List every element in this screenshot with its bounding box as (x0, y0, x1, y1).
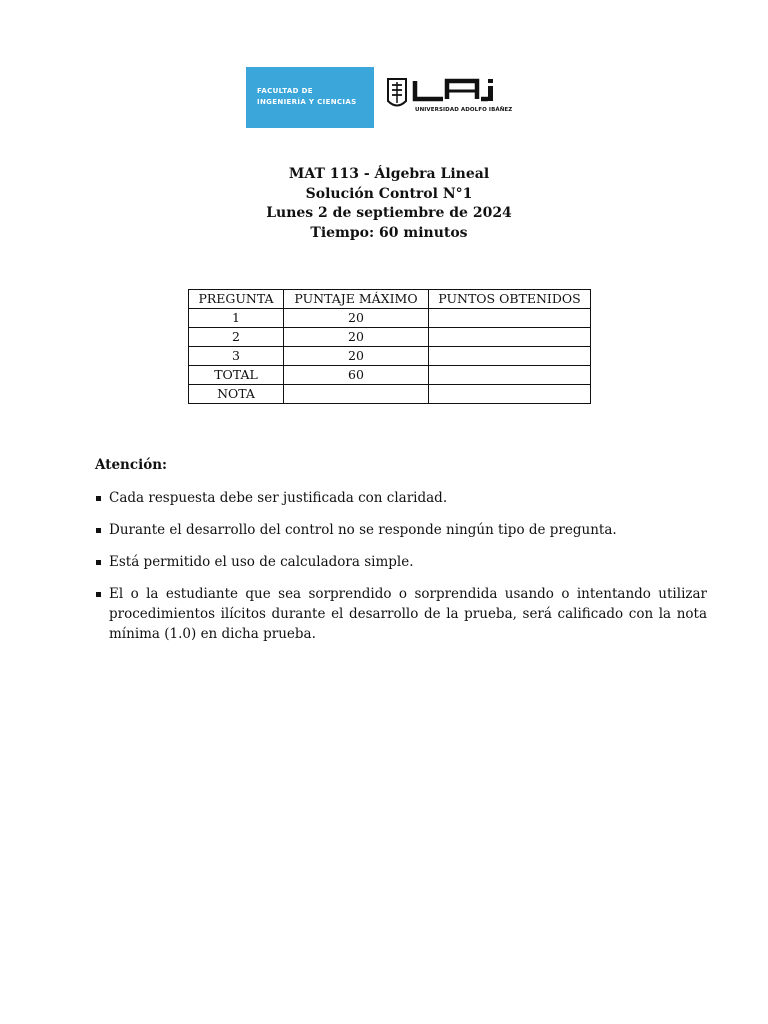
list-item-text: Durante el desarrollo del control no se responde ningún tipo de pregunta. (109, 522, 617, 538)
table-cell (429, 328, 591, 347)
faculty-logo-line: INGENIERÍA Y CIENCIAS (257, 98, 357, 106)
exam-date: Lunes 2 de septiembre de 2024 (266, 205, 512, 221)
column-header-max-score: PUNTAJE MÁXIMO (284, 290, 429, 309)
table-cell: 20 (284, 328, 429, 347)
faculty-logo (246, 67, 374, 128)
list-item (95, 552, 707, 572)
table-cell (429, 366, 591, 385)
list-item-text: Está permitido el uso de calculadora simple. (109, 554, 414, 570)
table-row (189, 385, 591, 404)
table-cell (284, 385, 429, 404)
table-cell: 3 (189, 347, 284, 366)
table-row (189, 309, 591, 328)
square-bullet-icon (96, 560, 101, 565)
square-bullet-icon (96, 592, 101, 597)
table-cell: 20 (284, 309, 429, 328)
list-item-text: El o la estudiante que sea sorprendido o sorprendida usando o intentando utilizar procedimientos ilícitos durante el desarrollo de la prueba, será calificado con la nota mínima (1.0) en dicha prueba. (109, 586, 707, 642)
table-cell: 20 (284, 347, 429, 366)
course-title: MAT 113 - Álgebra Lineal (288, 166, 490, 182)
table-cell: 1 (189, 309, 284, 328)
table-row (189, 366, 591, 385)
table-cell (429, 347, 591, 366)
score-table (188, 289, 591, 404)
table-cell: 2 (189, 328, 284, 347)
list-item (95, 584, 707, 644)
exam-title-block (0, 165, 768, 243)
column-header-question: PREGUNTA (189, 290, 284, 309)
table-row (189, 347, 591, 366)
faculty-logo-line: FACULTAD DE (257, 87, 313, 95)
table-cell: NOTA (189, 385, 284, 404)
table-header-row (189, 290, 591, 309)
university-logo-caption: UNIVERSIDAD ADOLFO IBÁÑEZ (415, 107, 513, 113)
exam-name: Solución Control N°1 (305, 185, 473, 202)
table-cell (429, 309, 591, 328)
attention-section (95, 455, 707, 656)
table-cell: TOTAL (189, 366, 284, 385)
list-item (95, 520, 707, 540)
list-item-text: Cada respuesta debe ser justificada con claridad. (109, 490, 448, 506)
university-logo (385, 77, 525, 119)
exam-duration: Tiempo: 60 minutos (310, 224, 468, 241)
table-row (189, 328, 591, 347)
column-header-obtained-score: PUNTOS OBTENIDOS (429, 290, 591, 309)
table-cell: 60 (284, 366, 429, 385)
square-bullet-icon (96, 496, 101, 501)
list-item (95, 488, 707, 508)
table-cell (429, 385, 591, 404)
attention-heading: Atención: (95, 457, 168, 473)
attention-list (95, 488, 707, 644)
square-bullet-icon (96, 528, 101, 533)
